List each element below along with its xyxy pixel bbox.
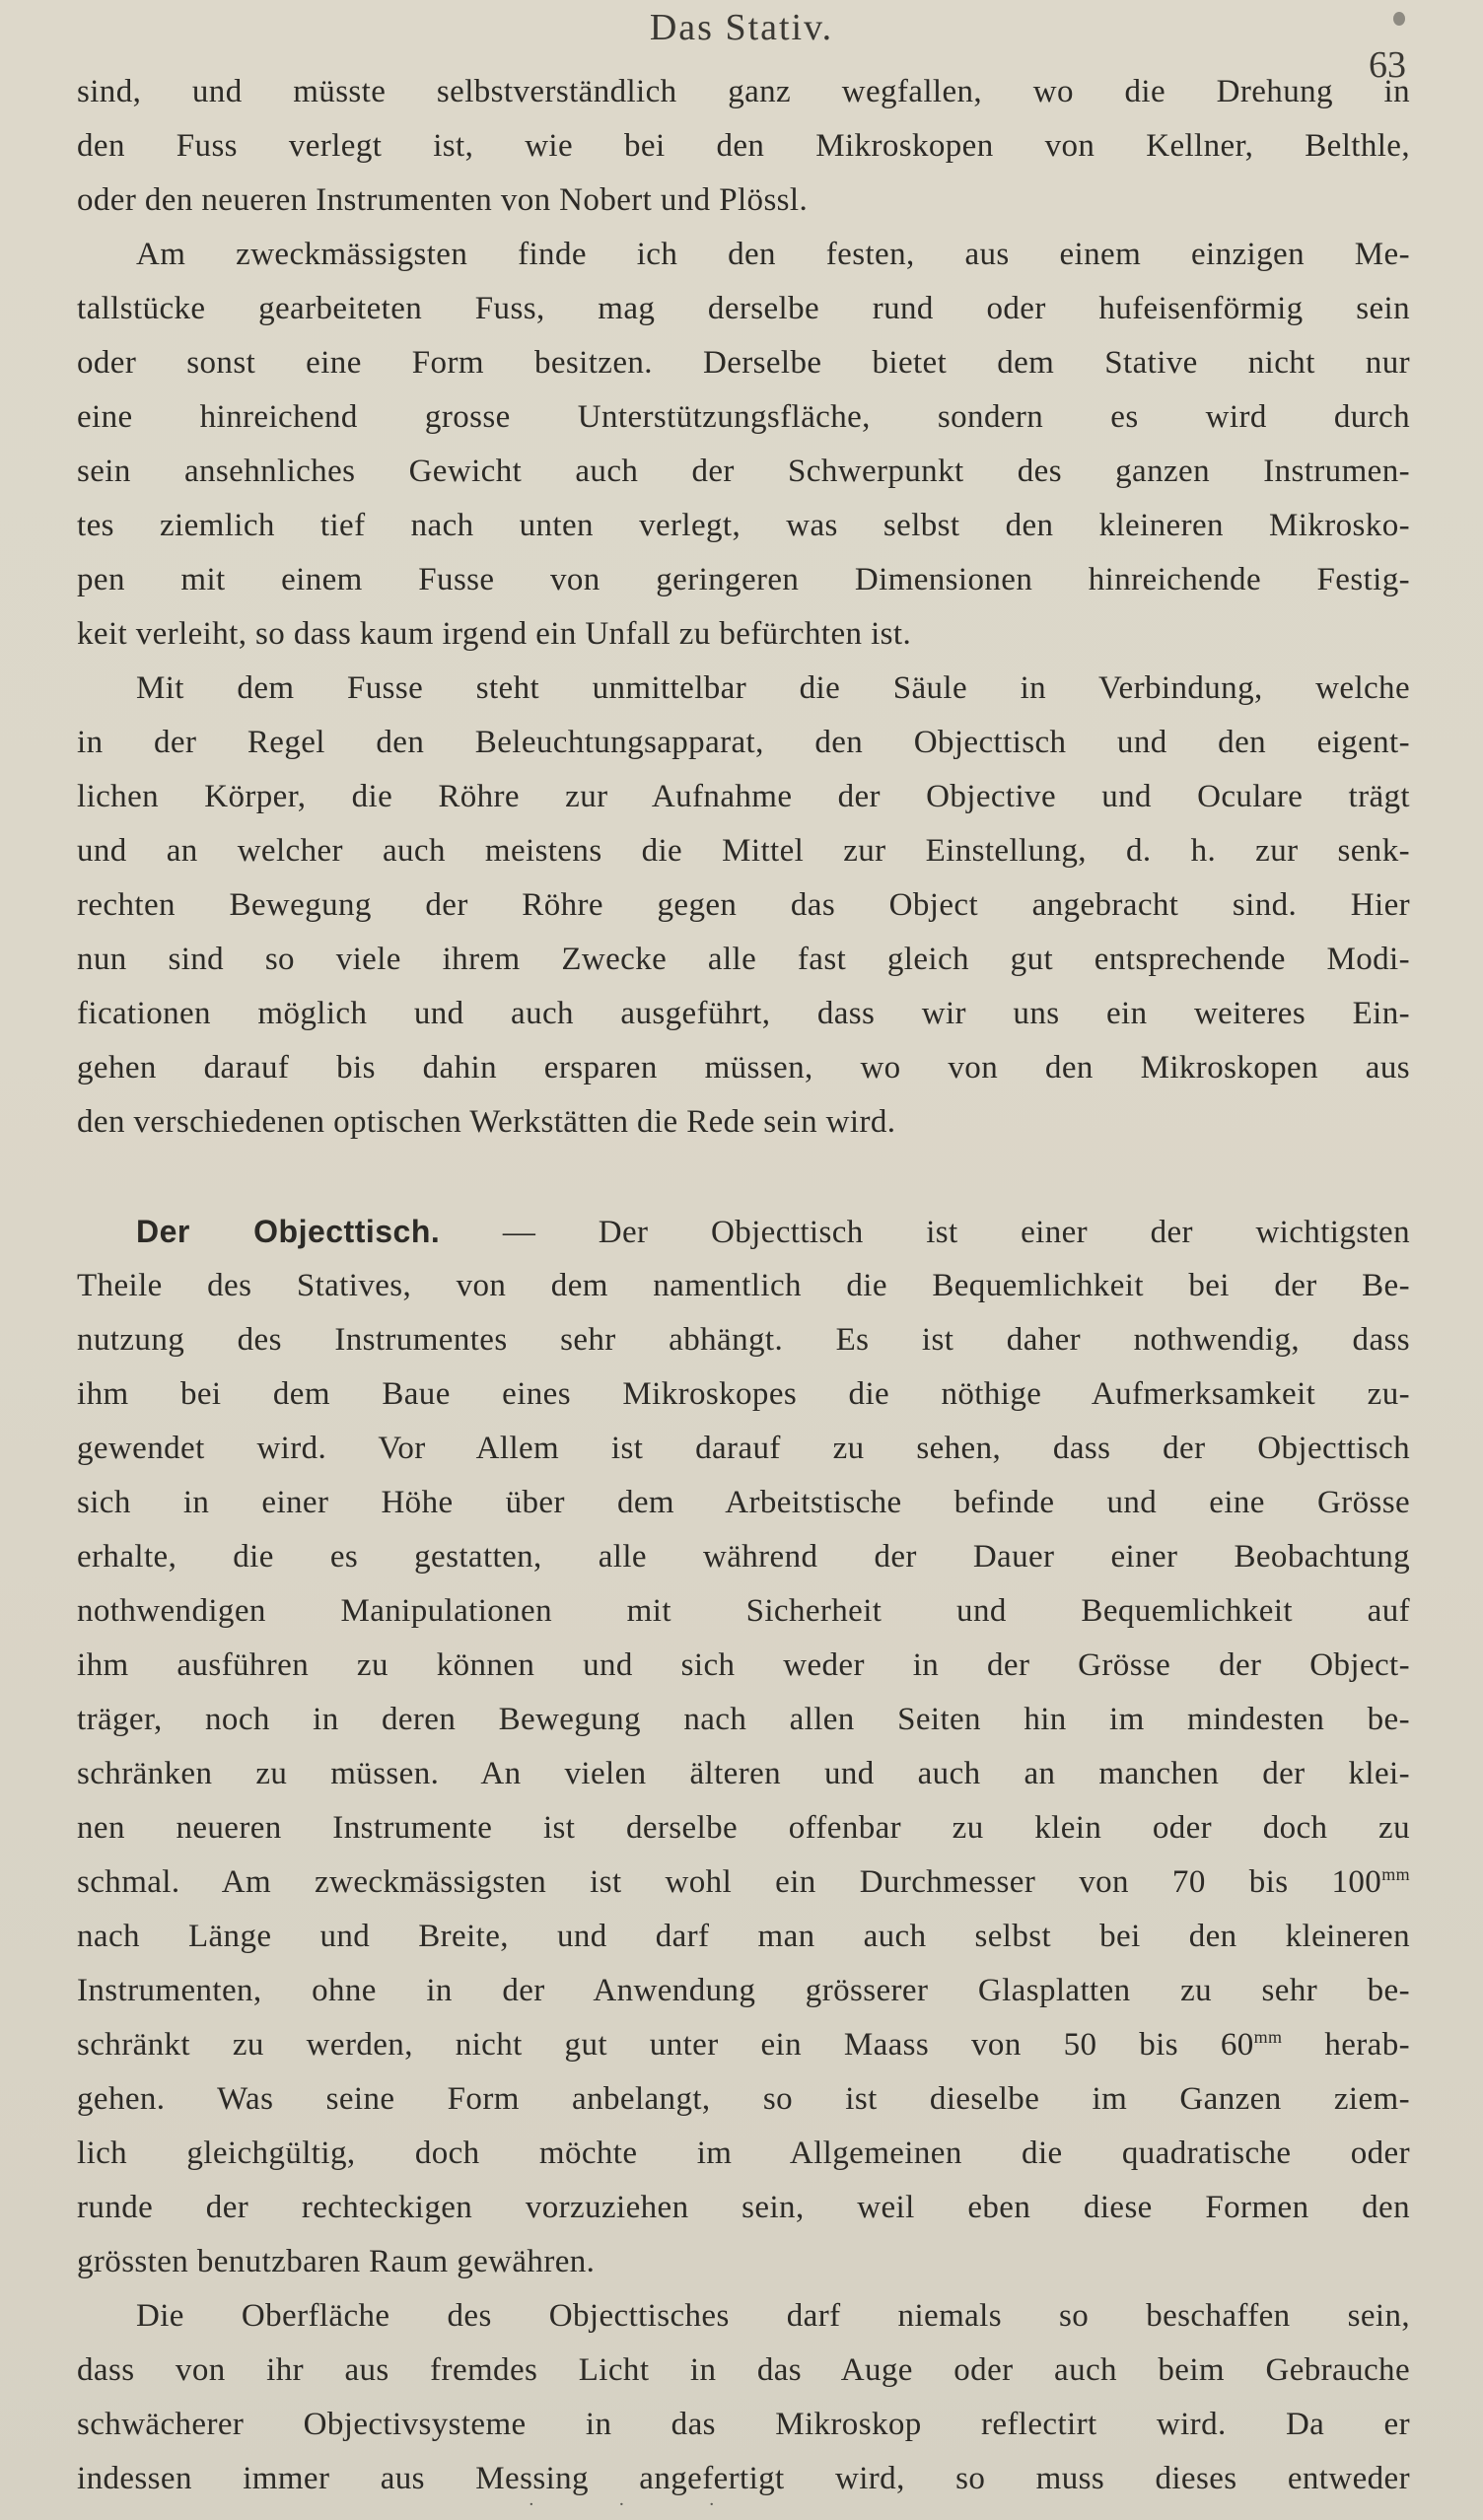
section-gap bbox=[77, 1150, 1410, 1205]
section-first-line bbox=[77, 1205, 1410, 1259]
text-line: nen neueren Instrumente ist derselbe offenbar zu klein oder doch zu bbox=[77, 1810, 1410, 1846]
text-line: lich gleichgültig, doch möchte im Allgemeinen die quadratische oder bbox=[77, 2135, 1410, 2171]
text-line: gehen. Was seine Form anbelangt, so ist dieselbe im Ganzen ziem- bbox=[77, 2081, 1410, 2117]
text-line: schränken zu müssen. An vielen älteren und auch an manchen der klei- bbox=[77, 1756, 1410, 1791]
text-line: erhalte, die es gestatten, alle während der Dauer einer Beobachtung bbox=[77, 1539, 1410, 1575]
measurement-line bbox=[77, 1855, 1410, 1910]
text-line: nutzung des Instrumentes sehr abhängt. Es ist daher nothwendig, dass bbox=[77, 1322, 1410, 1358]
text-line: tes ziemlich tief nach unten verlegt, was selbst den kleineren Mikrosko- bbox=[77, 508, 1410, 543]
text-line: sich in einer Höhe über dem Arbeitstische befinde und eine Grösse bbox=[77, 1485, 1410, 1520]
text-line: den verschiedenen optischen Werkstätten die Rede sein wird. bbox=[77, 1104, 896, 1140]
measurement-line bbox=[77, 2018, 1410, 2072]
print-specks: · · · bbox=[529, 2494, 754, 2515]
section-heading: Der Objecttisch. bbox=[136, 1214, 441, 1249]
unit-superscript: mm bbox=[1381, 1864, 1410, 1884]
text-line: sein ansehnliches Gewicht auch der Schwerpunkt des ganzen Instrumen- bbox=[77, 454, 1410, 489]
text-line: den Fuss verlegt ist, wie bei den Mikroskopen von Kellner, Belthle, bbox=[77, 128, 1410, 164]
text-line: gehen darauf bis dahin ersparen müssen, wo von den Mikroskopen aus bbox=[77, 1050, 1410, 1085]
text-line: ihm bei dem Baue eines Mikroskopes die nöthige Aufmerksamkeit zu- bbox=[77, 1376, 1410, 1412]
text-line: Am zweckmässigsten finde ich den festen, aus einem einzigen Me- bbox=[136, 237, 1410, 272]
running-title: Das Stativ. bbox=[649, 7, 834, 48]
section-objecttisch bbox=[77, 1205, 1410, 2289]
paragraph-saeule bbox=[77, 662, 1410, 1150]
text-line: oder sonst eine Form besitzen. Derselbe bietet dem Stative nicht nur bbox=[77, 345, 1410, 381]
text-line: ihm ausführen zu können und sich weder in der Grösse der Object- bbox=[77, 1647, 1410, 1683]
paragraph-fuss bbox=[77, 228, 1410, 662]
section-first-line-text: Der Objecttisch ist einer der wichtigsten bbox=[598, 1215, 1410, 1250]
text-line: nach Länge und Breite, und darf man auch selbst bei den kleineren bbox=[77, 1919, 1410, 1954]
text-line: und an welcher auch meistens die Mittel zur Einstellung, d. h. zur senk- bbox=[77, 833, 1410, 869]
text-line: dass von ihr aus fremdes Licht in das Auge oder auch beim Gebrauche bbox=[77, 2352, 1410, 2388]
text-line: gewendet wird. Vor Allem ist darauf zu sehen, dass der Objecttisch bbox=[77, 1431, 1410, 1466]
paragraph-continuation bbox=[77, 65, 1410, 228]
text-line: träger, noch in deren Bewegung nach allen Seiten hin im mindesten be- bbox=[77, 1702, 1410, 1737]
text-line: eine hinreichend grosse Unterstützungsfläche, sondern es wird durch bbox=[77, 399, 1410, 435]
text-line: schwächerer Objectivsysteme in das Mikroskop reflectirt wird. Da er bbox=[77, 2407, 1410, 2442]
body-text bbox=[77, 65, 1410, 2506]
text-line: keit verleiht, so dass kaum irgend ein Unfall zu befürchten ist. bbox=[77, 616, 912, 652]
text-line: rechten Bewegung der Röhre gegen das Object angebracht sind. Hier bbox=[77, 887, 1410, 923]
text-line: in der Regel den Beleuchtungsapparat, den Objecttisch und den eigent- bbox=[77, 725, 1410, 760]
text-line: Die Oberfläche des Objecttisches darf niemals so beschaffen sein, bbox=[136, 2298, 1410, 2334]
text-line: pen mit einem Fusse von geringeren Dimensionen hinreichende Festig- bbox=[77, 562, 1410, 597]
text-line: grössten benutzbaren Raum gewähren. bbox=[77, 2244, 596, 2279]
text-line: Instrumenten, ohne in der Anwendung grösserer Glasplatten zu sehr be- bbox=[77, 1973, 1410, 2008]
text-line: Theile des Statives, von dem namentlich die Bequemlichkeit bei der Be- bbox=[77, 1268, 1410, 1303]
text-line: sind, und müsste selbstverständlich ganz wegfallen, wo die Drehung in bbox=[77, 74, 1410, 109]
measurement-text: schmal. Am zweckmässigsten ist wohl ein Durchmesser von 70 bis 100 bbox=[77, 1864, 1382, 1900]
paragraph-oberflaeche bbox=[77, 2289, 1410, 2506]
text-line: nothwendigen Manipulationen mit Sicherheit und Bequemlichkeit auf bbox=[77, 1593, 1410, 1629]
text-line: nun sind so viele ihrem Zwecke alle fast gleich gut entsprechende Modi- bbox=[77, 942, 1410, 977]
text-line: runde der rechteckigen vorzuziehen sein, weil eben diese Formen den bbox=[77, 2190, 1410, 2225]
unit-superscript: mm bbox=[1253, 2027, 1283, 2047]
text-line: ficationen möglich und auch ausgeführt, dass wir uns ein weiteres Ein- bbox=[77, 996, 1410, 1031]
text-line: indessen immer aus Messing angefertigt wird, so muss dieses entweder bbox=[77, 2461, 1410, 2496]
em-dash: — bbox=[440, 1215, 599, 1250]
measurement-text-after: herab- bbox=[1282, 2027, 1410, 2063]
text-line: tallstücke gearbeiteten Fuss, mag derselbe rund oder hufeisenförmig sein bbox=[77, 291, 1410, 326]
text-line: oder den neueren Instrumenten von Nobert und Plössl. bbox=[77, 182, 809, 218]
page-number: 63 bbox=[1369, 44, 1406, 86]
text-line: lichen Körper, die Röhre zur Aufnahme der Objective und Oculare trägt bbox=[77, 779, 1410, 814]
text-line: Mit dem Fusse steht unmittelbar die Säule in Verbindung, welche bbox=[136, 670, 1410, 706]
measurement-text: schränkt zu werden, nicht gut unter ein Maass von 50 bis 60 bbox=[77, 2027, 1254, 2063]
